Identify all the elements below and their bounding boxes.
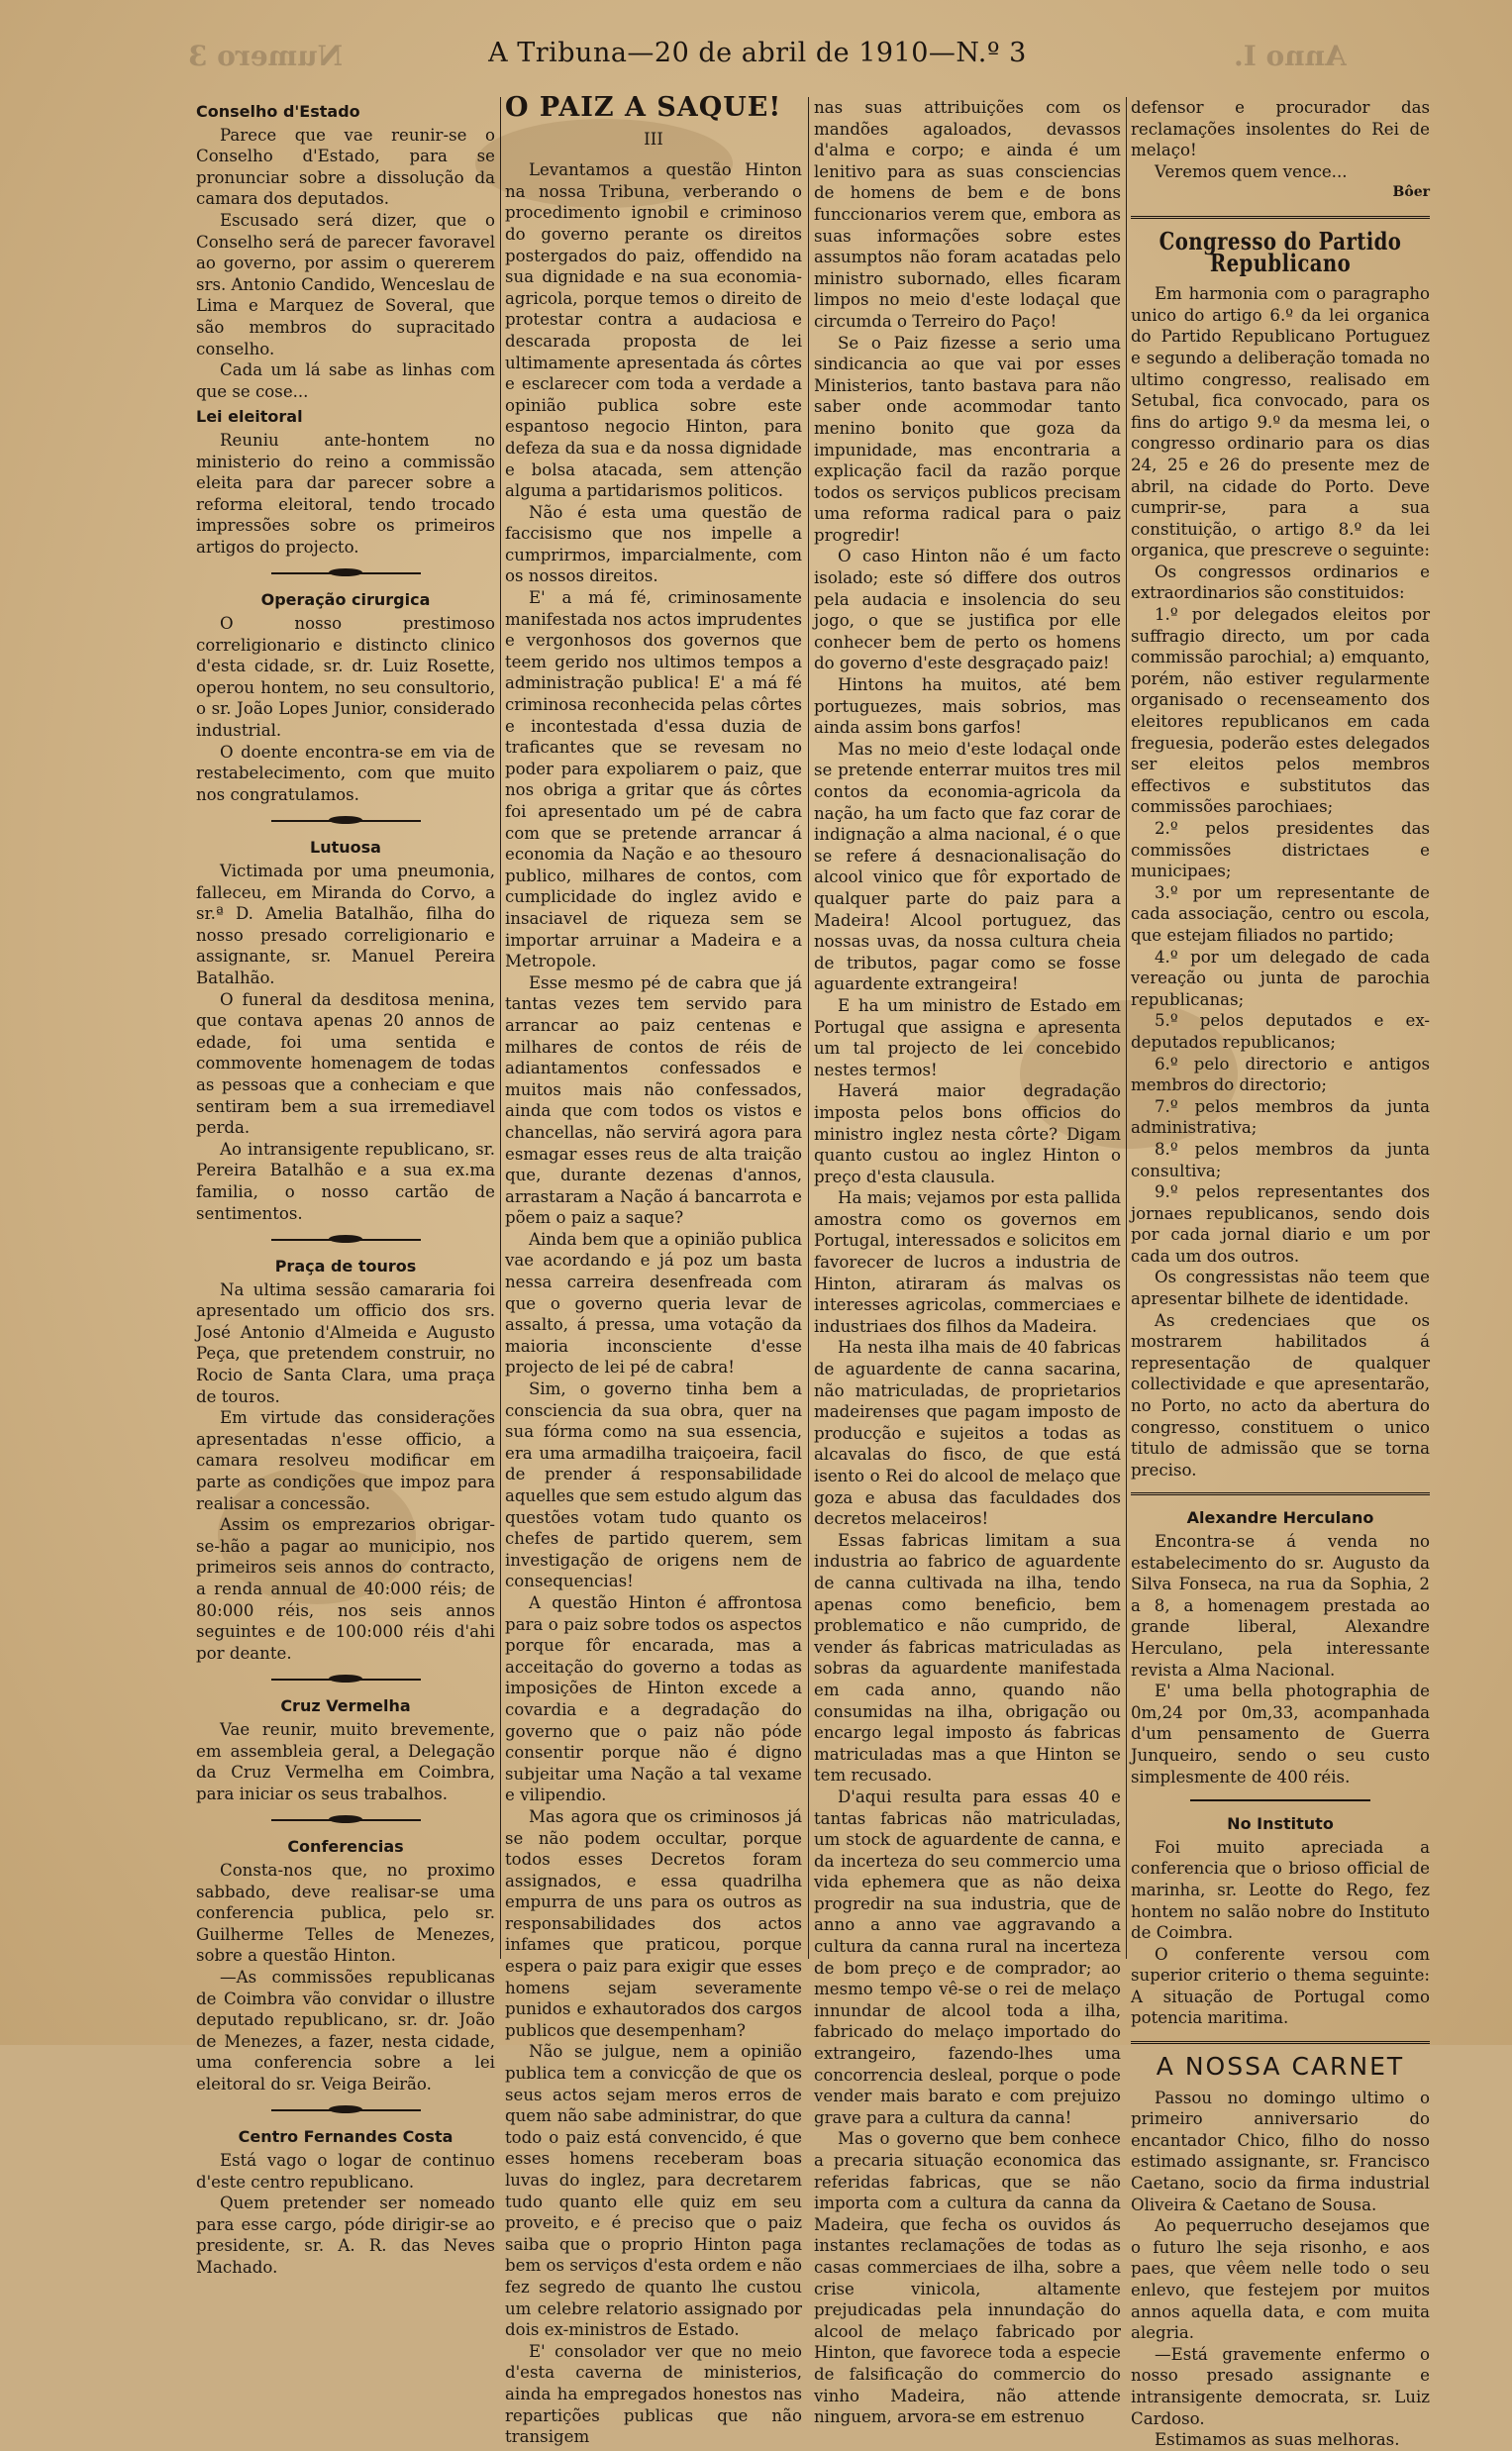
paragraph: Haverá maior degradação imposta pelos bons officios do ministro inglez nesta côrte? Digam quanto custou ao inglez Hinton o preço d'esta clausula. bbox=[814, 1081, 1121, 1186]
section-heading: Lutuosa bbox=[310, 838, 381, 858]
paragraph: Os congressistas não teem que apresentar bilhete de identidade. bbox=[1131, 1268, 1430, 1309]
paragraph: 8.º pelos membros da junta consultiva; bbox=[1131, 1139, 1430, 1180]
section-rule bbox=[1131, 216, 1430, 219]
paragraph: E' uma bella photographia de 0m,24 por 0m,33, acompanhada d'um pensamento de Guerra Junqueiro, sendo o seu custo simplesmente de 400 réis. bbox=[1131, 1682, 1430, 1787]
paragraph: Esse mesmo pé de cabra que já tantas vezes tem servido para arrancar ao paiz centenas e milhares de contos de réis de adiantamentos confessados e muitos mais não confessados, ainda que com todos os vistos e chancellas, não servirá agora para esmagar esses reus de alta traição que, durante dezenas d'annos, arrastaram a Nação á bancarrota e põem o paiz a saque? bbox=[505, 972, 802, 1228]
main-article-headline: O PAIZ A SAQUE! bbox=[505, 92, 782, 123]
paragraph: Veremos quem vence... bbox=[1155, 161, 1348, 181]
paragraph: Em virtude das considerações apresentadas n'esse officio, a camara resolveu modificar em parte as condições que impoz para realisar a concessão. bbox=[196, 1408, 495, 1513]
paragraph: Na ultima sessão camararia foi apresentado um officio dos srs. José Antonio d'Almeida e Augusto Peça, que pretendem construir, no Rocio de Santa Clara, uma praça de touros. bbox=[196, 1279, 495, 1406]
column-divider bbox=[1126, 97, 1127, 1959]
section-rule bbox=[1131, 2041, 1430, 2044]
paragraph: —Está gravemente enfermo o nosso presado assignante e intransigente democrata, sr. Luiz Cardoso. bbox=[1131, 2344, 1430, 2428]
paragraph: D'aqui resulta para essas 40 e tantas fabricas não matriculadas, um stock de aguardente de canna, e da incerteza do seu commercio uma vida ephemera que as não deixa progredir na sua industria, que de anno a anno vae aggravando a cultura da canna rural na incerteza de bom preço e de comprador; ao mesmo tempo vê-se o rei de melaço innundar de alcool toda a ilha, fabricado do melaço importado do extrangeiro, fazendo-lhes uma concorrencia desleal, porque o pode vender mais barato e com prejuizo grave para a cultura da canna! bbox=[814, 1787, 1121, 2127]
ornament-divider bbox=[196, 1814, 495, 1826]
paragraph: O nosso prestimoso correligionario e distincto clinico d'esta cidade, sr. dr. Luiz Rosette, operou hontem, no seu consultorio, o sr. João Lopes Junior, considerado industrial. bbox=[196, 614, 495, 741]
paragraph: E' a má fé, criminosamente manifestada nos actos imprudentes e vergonhosos dos governos que teem gerido nos ultimos tempos a administração publica! E' a má fé criminosa reconhecida pelas côrtes e incontestada d'essa duzia de traficantes que se revesam no poder para expoliarem o paiz, que nos obriga a gritar que ás côrtes foi apresentado um pé de cabra com que se pretende arrancar á economia da Nação e ao thesouro publico, milhares de contos, com cumplicidade do inglez avido e insaciavel de riqueza sem se importar arruinar a Madeira e a Metropole. bbox=[505, 588, 802, 971]
section-heading: Centro Fernandes Costa bbox=[238, 2127, 454, 2147]
section-heading: Praça de touros bbox=[274, 1257, 417, 1277]
paragraph: 5.º pelos deputados e ex-deputados republicanos; bbox=[1131, 1011, 1430, 1052]
section-heading: Lei eleitoral bbox=[196, 407, 303, 427]
section-heading: Alexandre Herculano bbox=[1186, 1508, 1374, 1528]
paragraph: Ha nesta ilha mais de 40 fabricas de aguardente de canna sacarina, não matriculadas, de proprietarios madeirenses que pagam imposto de producção e sujeitos a todas as alcavalas do fisco, de que está isento o Rei do alcool de melaço que goza e abusa das faculdades dos decretos melaceiros! bbox=[814, 1338, 1121, 1529]
article-headline: Congresso do Partido Republicano bbox=[1159, 226, 1402, 277]
paragraph: A questão Hinton é affrontosa para o paiz sobre todos os aspectos porque fôr encarada, mas a acceitação do governo a todas as imposições de Hinton excede a covardia e a degradação do governo que o paiz não póde consentir porque não é digno subjeitar uma Nação a tal vexame e vilipendio. bbox=[505, 1592, 802, 1805]
paragraph: Encontra-se á venda no estabelecimento do sr. Augusto da Silva Fonseca, na rua da Sophia, 2 a 8, a homenagem prestada ao grande liberal, Alexandre Herculano, pela interessante revista a Alma Nacional. bbox=[1131, 1532, 1430, 1680]
paragraph: Assim os emprezarios obrigar-se-hão a pagar ao municipio, nos primeiros seis annos do contracto, a renda annual de 40:000 réis; de 80:000 réis, nos seis annos seguintes e de 100:000 réis d'ahi por deante. bbox=[196, 1515, 495, 1663]
paragraph: defensor e procurador das reclamações insolentes do Rei de melaço! bbox=[1131, 98, 1430, 160]
ornament-divider bbox=[196, 2104, 495, 2116]
column-2 bbox=[505, 92, 802, 2447]
paragraph: Vae reunir, muito brevemente, em assembleia geral, a Delegação da Cruz Vermelha em Coimbra, para iniciar os seus trabalhos. bbox=[196, 1719, 495, 1803]
column-divider bbox=[500, 97, 501, 1959]
paragraph: 1.º por delegados eleitos por suffragio directo, um por cada commissão parochial; a) emquanto, porém, não estiver regularmente organisado o recenseamento dos eleitores republicanos em cada freguesia, poderão estes delegados ser eleitos pelos membros effectivos e substitutos das commissões parochiaes; bbox=[1131, 605, 1430, 817]
column-4 bbox=[1131, 97, 1430, 2450]
paragraph: Parece que vae reunir-se o Conselho d'Estado, para se pronunciar sobre a dissolução da camara dos deputados. bbox=[196, 125, 495, 209]
paragraph: As credenciaes que os mostrarem habilitados á representação de qualquer collectividade e que apresentarão, no Porto, no acto da abertura do congresso, constituem o unico titulo de admissão que se torna preciso. bbox=[1131, 1310, 1430, 1480]
paragraph: 9.º pelos representantes dos jornaes republicanos, sendo dois por cada jornal diario e um por cada um dos outros. bbox=[1131, 1182, 1430, 1266]
masthead-bleedthrough-right: Anno I. bbox=[1234, 40, 1347, 72]
ornament-divider bbox=[196, 1234, 495, 1246]
paragraph: O doente encontra-se em via de restabelecimento, com que muito nos congratulamos. bbox=[196, 742, 495, 804]
paragraph: Ainda bem que a opinião publica vae acordando e já poz um basta nessa carreira desenfreada com que o governo queria levar de assalto, á pressa, uma votação da maioria inconsciente d'esse projecto de lei pé de cabra! bbox=[505, 1229, 802, 1378]
section-heading: No Instituto bbox=[1227, 1814, 1334, 1834]
paragraph: nas suas attribuições com os mandões agaloados, devassos d'alma e corpo; e ainda é um lenitivo para as suas consciencias de homens de bem e de bons funccionarios verem que, embora as suas informações sobre estes assumptos não foram acatadas pelo ministro subornado, elles ficaram limpos no meio d'este lodaçal que circumda o Terreiro do Paço! bbox=[814, 98, 1121, 331]
section-heading: Cruz Vermelha bbox=[280, 1696, 411, 1716]
paragraph: Levantamos a questão Hinton na nossa Tribuna, verberando o procedimento ignobil e criminoso do governo perante os direitos postergados do paiz, offendido na sua dignidade e na sua economia-agricola, porque temos o direito de protestar contra a audaciosa e descarada proposta de lei ultimamente apresentada ás côrtes e esclarecer com toda a verdade a opinião publica sobre este espantoso negocio Hinton, para defeza da sua e da nossa dignidade e bolsa atacada, sem attenção alguma a partidarismos politicos. bbox=[505, 160, 802, 501]
paragraph: O conferente versou com superior criterio o thema seguinte: A situação de Portugal como potencia maritima. bbox=[1131, 1944, 1430, 2028]
paragraph: Ha mais; vejamos por esta pallida amostra como os governos em Portugal, interessados e solicitos em favorecer de lucros a industria de Hinton, atiraram ás malvas os interesses agricolas, commerciaes e industriaes dos filhos da Madeira. bbox=[814, 1188, 1121, 1336]
section-heading: Operação cirurgica bbox=[260, 590, 431, 610]
paragraph: 4.º por um delegado de cada vereação ou junta de parochia republicanas; bbox=[1131, 947, 1430, 1009]
paragraph: Em harmonia com o paragrapho unico do artigo 6.º da lei organica do Partido Republicano Portuguez e segundo a deliberação tomada no ultimo congresso, realisado em Setubal, fica convocado, para os fins do artigo 9.º da mesma lei, o congresso ordinario para os dias 24, 25 e 26 do presente mez de abril, na cidade do Porto. Deve cumprir-se, para a sua constituição, o artigo 8.º da lei organica, que prescreve o seguinte: bbox=[1131, 284, 1430, 561]
paragraph: Consta-nos que, no proximo sabbado, deve realisar-se uma conferencia publica, pelo sr. Guilherme Telles de Menezes, sobre a questão Hinton. bbox=[196, 1860, 495, 1966]
paragraph: Se o Paiz fizesse a serio uma sindicancia ao que vai por esses Ministerios, tanto bastava para não saber onde acommodar tanto menino bonito que goza da impunidade, mas encontraria a explicação facil da razão porque todos os serviços publicos precisam uma reforma radical para o paiz progredir! bbox=[814, 333, 1121, 545]
section-heading: A NOSSA CARNET bbox=[1156, 2052, 1405, 2082]
paragraph: Foi muito apreciada a conferencia que o brioso official de marinha, sr. Leotte do Rego, fez hontem no salão nobre do Instituto de Coimbra. bbox=[1131, 1837, 1430, 1943]
paragraph: Não é esta uma questão de faccisismo que nos impelle a cumprirmos, imparcialmente, com os nossos direitos. bbox=[505, 502, 802, 586]
paragraph: O funeral da desditosa menina, que contava apenas 20 annos de edade, foi uma sentida e commovente homenagem de todas as pessoas que a conheciam e que sentiram bem a sua irremediavel perda. bbox=[196, 989, 495, 1138]
paragraph: 6.º pelo directorio e antigos membros do directorio; bbox=[1131, 1054, 1430, 1095]
paragraph: Mas o governo que bem conhece a precaria situação economica das referidas fabricas, que se não importa com a cultura da canna da Madeira, que fecha os ouvidos ás instantes reclamações de todas as casas commerciaes de ilha, sobre a crise vinicola, altamente prejudicadas pela innundação do alcool de melaço fabricado por Hinton, que favorece toda a especie de falsificação do commercio do vinho Madeira, não attende ninguem, arvora-se em estrenuo bbox=[814, 2129, 1121, 2427]
column-divider bbox=[808, 97, 809, 1959]
section-heading: Conselho d'Estado bbox=[196, 102, 360, 121]
masthead bbox=[188, 38, 1347, 77]
ornament-divider bbox=[196, 1674, 495, 1685]
paragraph: Reuniu ante-hontem no ministerio do reino a commissão eleita para dar parecer sobre a reforma eleitoral, tendo trocado impressões sobre os primeiros artigos do projecto. bbox=[196, 430, 495, 557]
paragraph: Escusado será dizer, que o Conselho será de parecer favoravel ao governo, por assim o quererem srs. Antonio Candido, Wenceslau de Lima e Marquez de Soveral, que são membros do supracitado conselho. bbox=[196, 210, 495, 358]
paragraph: Hintons ha muitos, até bem portuguezes, mais sobrios, mas ainda assim bons garfos! bbox=[814, 675, 1121, 738]
paragraph: Estimamos as suas melhoras. bbox=[1155, 2430, 1400, 2450]
paragraph: Mas no meio d'este lodaçal onde se pretende enterrar muitos tres mil contos da economia-agricola da nação, ha um facto que faz corar de indignação a alma nacional, é o que se refere á desnacionalisação do alcool vinico que fôr exportado de qualquer parte do paiz para a Madeira! Alcool portuguez, das nossas uvas, da nossa cultura cheia de tributos, pagar como se fosse aguardente extrangeira! bbox=[814, 739, 1121, 994]
paragraph: Ao intransigente republicano, sr. Pereira Batalhão e a sua ex.ma familia, o nosso cartão de sentimentos. bbox=[196, 1139, 495, 1223]
article-signature: Bôer bbox=[1392, 184, 1430, 201]
ornament-divider bbox=[196, 815, 495, 827]
masthead-title: A Tribuna—20 de abril de 1910—N.º 3 bbox=[488, 38, 1027, 68]
paragraph: —As commissões republicanas de Coimbra vão convidar o illustre deputado republicano, sr. dr. João de Menezes, a fazer, nesta cidade, uma conferencia sobre a lei eleitoral do sr. Veiga Beirão. bbox=[196, 1967, 495, 2094]
masthead-bleedthrough-left: Numero 3 bbox=[188, 40, 344, 72]
paragraph: Cada um lá sabe as linhas com que se cose... bbox=[196, 360, 495, 401]
paragraph: 7.º pelos membros da junta administrativa; bbox=[1131, 1096, 1430, 1138]
paragraph: O caso Hinton não é um facto isolado; este só differe dos outros pela audacia e insolencia do seu jogo, o que se justifica por elle conhecer bem de perto os homens do governo d'este desgraçado paiz! bbox=[814, 547, 1121, 673]
article-part-number: III bbox=[644, 129, 663, 149]
paragraph: Os congressos ordinarios e extraordinarios são constituidos: bbox=[1131, 562, 1430, 603]
section-rule bbox=[1190, 1799, 1369, 1801]
ornament-divider bbox=[196, 567, 495, 579]
paragraph: Essas fabricas limitam a sua industria ao fabrico de aguardente de canna cultivada na ilha, tendo apenas como beneficio, bem problematico e não cumprido, de vender ás fabricas matriculadas as sobras da aguardente manifestada em cada anno, quando não consumidas na ilha, obrigação ou encargo legal imposto ás fabricas matriculadas mas a que Hinton se tem recusado. bbox=[814, 1530, 1121, 1786]
paragraph: Quem pretender ser nomeado para esse cargo, póde dirigir-se ao presidente, sr. A. R. das Neves Machado. bbox=[196, 2194, 495, 2278]
section-rule bbox=[1131, 1492, 1430, 1495]
column-1 bbox=[196, 97, 495, 2278]
paragraph: Mas agora que os criminosos já se não podem occultar, porque todos esses Decretos foram assignados, e essa quadrilha empurra de uns para os outros as responsabilidades dos actos infames que praticou, porque espera o paiz para exigir que esses homens sejam severamente punidos e exhautorados dos cargos publicos que desempenham? bbox=[505, 1806, 802, 2040]
column-3 bbox=[814, 97, 1121, 2427]
paragraph: Está vago o logar de continuo d'este centro republicano. bbox=[196, 2151, 495, 2192]
paragraph: Passou no domingo ultimo o primeiro anniversario do encantador Chico, filho do nosso estimado assignante, sr. Francisco Caetano, socio da firma industrial Oliveira & Caetano de Sousa. bbox=[1131, 2088, 1430, 2214]
paragraph: E' consolador ver que no meio d'esta caverna de ministerios, ainda ha empregados honestos nas repartições publicas que não transigem bbox=[505, 2341, 802, 2447]
paragraph: Não se julgue, nem a opinião publica tem a convicção de que os seus actos sejam meros erros de quem não sabe administrar, do que todo o paiz está convencido, é que esses homens receberam boas luvas do inglez, para decretarem tudo quanto elle quiz em seu proveito, e é preciso que o paiz saiba que o proprio Hinton paga bem os serviços d'esta ordem e não fez segredo de quanto lhe custou um celebre relatorio assignado por dois ex-ministros de Estado. bbox=[505, 2042, 802, 2340]
paragraph: Ao pequerrucho desejamos que o futuro lhe seja risonho, e aos paes, que vêem nelle todo o seu enlevo, que festejem por muitos annos aquella data, e com muita alegria. bbox=[1131, 2216, 1430, 2343]
paragraph: Sim, o governo tinha bem a consciencia da sua obra, quer na sua fórma como na sua essencia, era uma armadilha traiçoeira, facil de prender á responsabilidade aquelles que sem estudo algum das questões votam tudo quanto os chefes de partido querem, sem investigação de origens nem de consequencias! bbox=[505, 1379, 802, 1591]
paragraph: 2.º pelos presidentes das commissões districtaes e municipaes; bbox=[1131, 819, 1430, 881]
paragraph: E ha um ministro de Estado em Portugal que assigna e apresenta um tal projecto de lei concebido nestes termos! bbox=[814, 995, 1121, 1079]
paragraph: Victimada por uma pneumonia, falleceu, em Miranda do Corvo, a sr.ª D. Amelia Batalhão, filha do nosso presado correligionario e assignante, sr. Manuel Pereira Batalhão. bbox=[196, 862, 495, 987]
section-heading: Conferencias bbox=[287, 1837, 404, 1857]
paragraph: 3.º por um representante de cada associação, centro ou escola, que estejam filiados no partido; bbox=[1131, 882, 1430, 945]
